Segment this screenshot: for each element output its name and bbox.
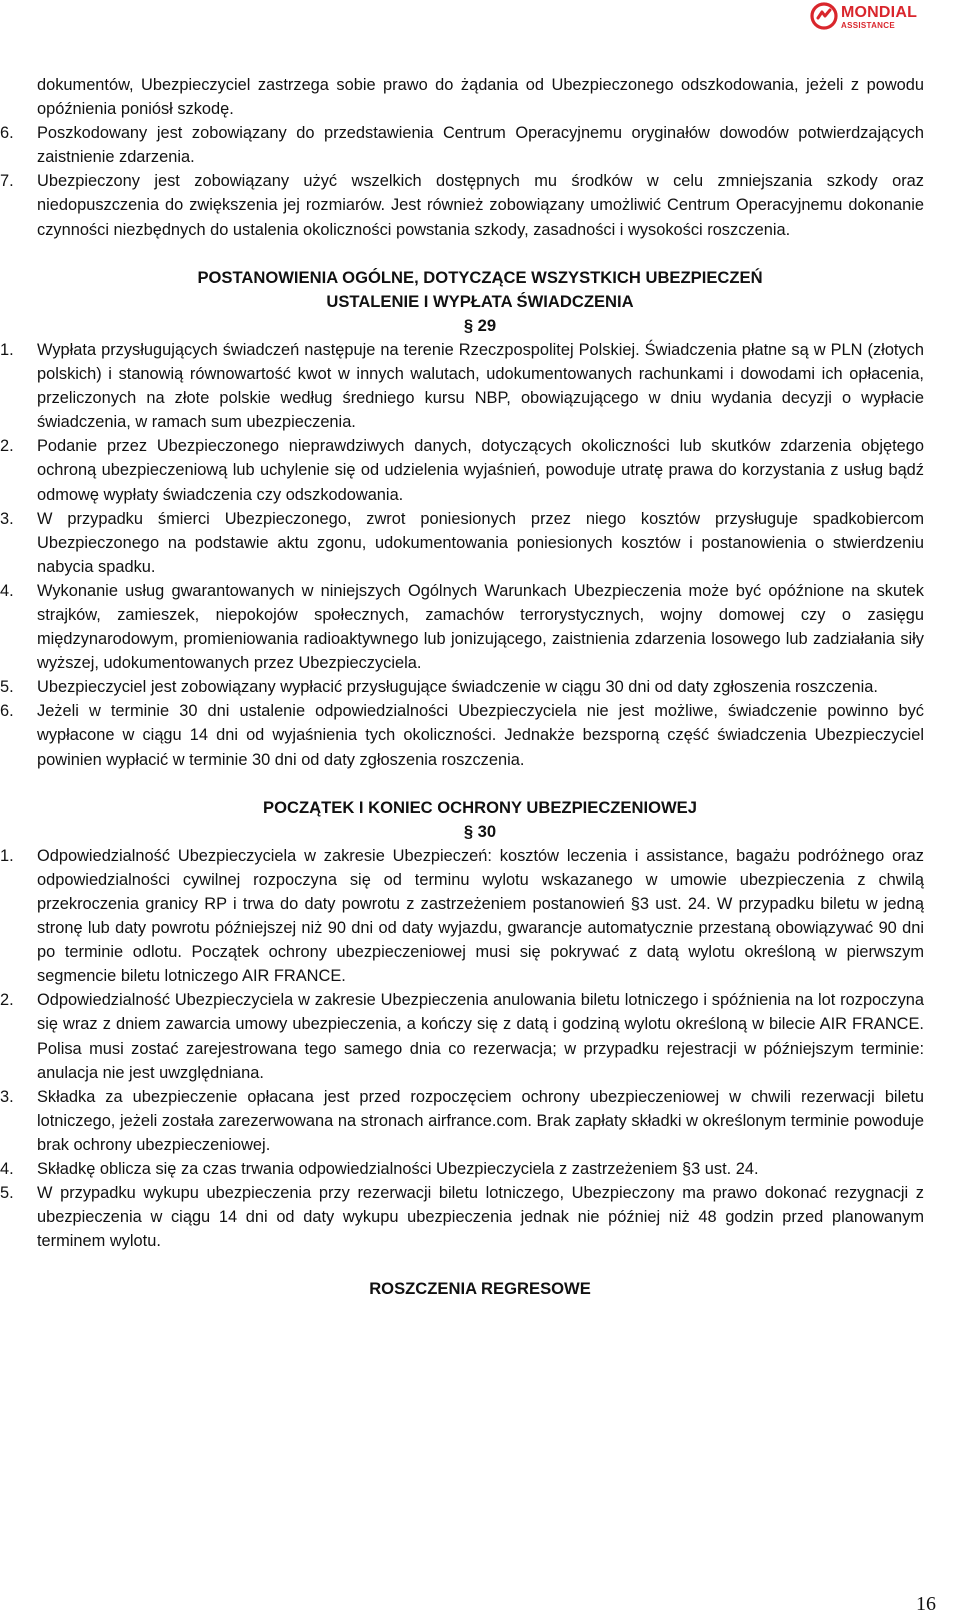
list-item [0,1157,960,1181]
paragraph-reference: § 30 [463,821,497,841]
list-item-number: 6. [0,124,14,143]
list-item-text: Jeżeli w terminie 30 dni ustalenie odpowiedzialności Ubezpieczyciela nie jest możliwe, świadczenie powinno być wypłacone w ciągu 14 dni od wyjaśnienia tych okoliczności. Jednakże bezsporną część świadczenia Ubezpieczyciel powinien wypłacić w terminie 30 dni od daty zgłoszenia roszczenia. [37,702,924,769]
list-item [0,579,960,675]
list-item-number: 4. [0,581,14,600]
list-item-number: 4. [0,1160,14,1179]
mondial-assistance-logo [810,2,940,34]
section-subheading: USTALENIE I WYPŁATA ŚWIADCZENIA [326,291,634,311]
list-item [0,699,960,771]
list-item-number: 3. [0,509,14,528]
list-item-text: Ubezpieczyciel jest zobowiązany wypłacić przysługujące świadczenie w ciągu 30 dni od daty zgłoszenia roszczenia. [37,678,878,697]
list-item-text: Składka za ubezpieczenie opłacana jest przed rozpoczęciem ochrony ubezpieczeniowej w chwili rezerwacji biletu lotniczego, jeżeli została zarezerwowana na stronach airfrance.com. Brak zapłaty składki w określonym terminie powoduje brak ochrony ubezpieczeniowej. [37,1087,924,1154]
list-item [0,338,960,434]
list-item-number: 5. [0,1184,14,1203]
section-heading: POCZĄTEK I KONIEC OCHRONY UBEZPIECZENIOWEJ [263,797,697,817]
list-item [0,1085,960,1157]
list-item-text: Odpowiedzialność Ubezpieczyciela w zakresie Ubezpieczenia anulowania biletu lotniczego i spóźnienia na lot rozpoczyna się wraz z dniem zawarcia umowy ubezpieczenia, a kończy się z datą i godziną wylotu określoną w bilecie AIR FRANCE. Polisa musi zostać zarejestrowana tego samego dnia co rezerwacja; w przypadku rejestracji w późniejszym terminie: anulacja nie jest uwzględniana. [37,991,924,1082]
list-item [0,1181,960,1253]
list-item-text: Podanie przez Ubezpieczonego nieprawdziwych danych, dotyczących okoliczności lub skutków zdarzenia objętego ochroną ubezpieczeniową lub uchylenie się od udzielenia wyjaśnień, powoduje utratę prawa do korzystania z usług bądź odmowę wypłaty świadczenia czy odszkodowania. [37,437,924,504]
logo-brand-text: MONDIAL [841,4,918,21]
list-item [0,988,960,1084]
page-number: 16 [916,1593,936,1615]
section-heading: POSTANOWIENIA OGÓLNE, DOTYCZĄCE WSZYSTKICH UBEZPIECZEŃ [197,267,763,287]
list-item [0,434,960,506]
list-item-number: 7. [0,172,14,191]
list-item [0,844,960,989]
list-item-text: Ubezpieczony jest zobowiązany użyć wszelkich dostępnych mu środków w celu zmniejszania szkody oraz niedopuszczenia do zwiększenia jej rozmiarów. Jest również zobowiązany umożliwić Centrum Operacyjnemu dokonanie czynności niezbędnych do ustalenia okoliczności powstania szkody, zasadności i wysokości roszczenia. [37,172,924,239]
list-item [0,507,960,579]
list-item [0,121,960,169]
list-item [0,675,960,699]
list-item-text: Wykonanie usług gwarantowanych w niniejszych Ogólnych Warunkach Ubezpieczenia może być opóźnione na skutek strajków, zamieszek, niepokojów społecznych, zamachów terrorystycznych, wojny domowej czy o zasięgu międzynarodowym, promieniowania radioaktywnego lub jonizującego, zaistnienia zdarzenia losowego lub zadziałania siły wyższej, udokumentowanych przez Ubezpieczyciela. [37,581,924,673]
list-item-number: 5. [0,678,14,697]
paragraph-reference: § 29 [463,315,497,335]
logo-sub-text: ASSISTANCE [841,21,895,30]
list-item-number: 2. [0,437,14,456]
list-item-number: 2. [0,991,14,1010]
mondial-assistance-logo-icon [810,2,838,30]
list-item-number: 1. [0,846,14,865]
section-heading: ROSZCZENIA REGRESOWE [369,1279,591,1299]
list-item-number: 6. [0,702,14,721]
list-item-text: W przypadku wykupu ubezpieczenia przy rezerwacji biletu lotniczego, Ubezpieczony ma prawo dokonać rezygnacji z ubezpieczenia w ciągu 14 dni od daty wykupu ubezpieczenia jednak nie później niż 48 godzin przed planowanym terminem wylotu. [37,1184,924,1251]
continuation-paragraph [0,73,960,121]
list-item-text: Składkę oblicza się za czas trwania odpowiedzialności Ubezpieczyciela z zastrzeżeniem §3 ust. 24. [37,1160,759,1179]
list-item [0,169,960,241]
list-item-text: W przypadku śmierci Ubezpieczonego, zwrot poniesionych przez niego kosztów przysługuje spadkobiercom Ubezpieczonego na podstawie aktu zgonu, udokumentowania poniesionych kosztów i postanowienia o stwierdzeniu nabycia spadku. [37,509,924,576]
document-body [0,73,960,1302]
list-item-number: 3. [0,1087,14,1106]
list-item-text: Poszkodowany jest zobowiązany do przedstawienia Centrum Operacyjnemu oryginałów dowodów potwierdzających zaistnienie zdarzenia. [37,124,924,167]
paragraph-text: dokumentów, Ubezpieczyciel zastrzega sobie prawo do żądania od Ubezpieczonego odszkodowania, jeżeli z powodu opóźnienia poniósł szkodę. [37,76,924,119]
list-item-number: 1. [0,340,14,359]
list-item-text: Odpowiedzialność Ubezpieczyciela w zakresie Ubezpieczeń: kosztów leczenia i assistance, bagażu podróżnego oraz odpowiedzialności cywilnej rozpoczyna się od terminu wylotu wskazanego w umowie ubezpieczenia z chwilą przekroczenia granicy RP i trwa do daty powrotu z zastrzeżeniem postanowień §3 ust. 24. W przypadku biletu w jedną stronę lub daty powrotu późniejszej niż 90 dni od daty wyjazdu, gwarancje automatycznie przestaną obowiązywać 90 dni po terminie odlotu. Początek ochrony ubezpieczeniowej musi się pokrywać z datą wylotu określoną w pierwszym segmencie biletu lotniczego AIR FRANCE. [37,846,924,986]
list-item-text: Wypłata przysługujących świadczeń następuje na terenie Rzeczpospolitej Polskiej. Świadczenia płatne są w PLN (złotych polskich) i stanowią równowartość kwot w innych walutach, udokumentowanych rachunkami i dowodami ich opłacenia, przeliczonych na złote polskie według średniego kursu NBP, obowiązującego w dniu wydania decyzji o wypłacie świadczenia, w ramach sum ubezpieczenia. [37,340,924,432]
